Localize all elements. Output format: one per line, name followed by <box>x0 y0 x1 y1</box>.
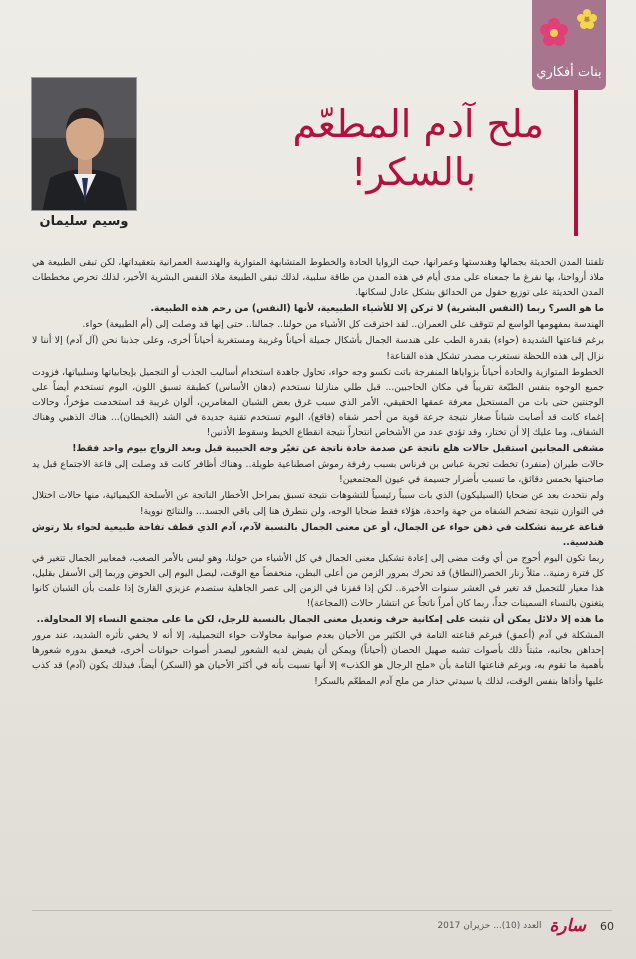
article-title-line2: بالسكر! <box>351 150 476 194</box>
magazine-logo: سارة <box>549 916 586 936</box>
issue-date: العدد (10)... حزيران 2017 <box>437 921 542 931</box>
article-body <box>32 255 604 895</box>
paragraph: حالات طيران (منفرد) تخطت تجربة عباس بن فرناس بسبب رفرفة رموش اصطناعية طويلة.. وهناك أظافر كانت قد وصلت إلى قاعة الاجتماع قبل يد صاحبتها بخمس دقائق، ما تسبب بأضرار جسيمة في عيون المجتمعين! <box>32 459 604 486</box>
paragraph: ما هو السر؟ ربما (النفس البشرية) لا تركن إلا للأشياء الطبيعية، لأنها (النفس) من رحم هذه الطبيعة. <box>150 303 604 315</box>
article-title-line1: ملح آدم المطعّم <box>292 102 544 146</box>
paragraph: مشفى المجانين استقبل حالات هلع ناتجة عن صدمة حادة ناتجة عن تغيّر وجه الحبيبة قبل وبعد الزواج بيوم واحد فقط! <box>72 443 604 455</box>
author-portrait <box>32 78 137 211</box>
paragraph: تلفتنا المدن الحديثة بجمالها وهندستها وعمرانها، حيث الزوايا الحادة والخطوط المتشابهة المتوازية والهندسة العمرانية بتعقيداتها، لكن تبقى الطبيعة هي ملاذ أرواحنا، بها نفرغ ما جمعناه على مدى أيام في هذه المدن من طاقة سلبية، لذلك تبقى الطبيعة ملاذ النفس البشرية الأخير، لذلك تحرص مخططات المدن الحديثة على توزيع حقول من الحدائق بشكل عادل لسكانها. <box>32 257 604 299</box>
footer-divider <box>32 910 612 911</box>
section-tab <box>532 0 606 90</box>
paragraph: ولم نتحدث بعد عن ضحايا (السيليكون) الذي بات سبباً رئيسياً للتشوهات نتيجة تسبق بمراحل الأخطار الناتجة عن الأسلحة الكيميائية، منها حالات اختلال في التوازن نتيجة تضخم الشفاه من جهة واحدة، هؤلاء فقط ضحايا الوجه، ولن نتطرق هنا إلى باقي الجسد... والنتائج نووية! <box>32 490 604 517</box>
paragraph: الخطوط المتوازية والحادة أحياناً بزواياها المنفرجة باتت تكسو وجه حواء، تحاول جاهدة استخدام أساليب الجذب أو التجميل بإيجابياتها وسلبياتها، فزودت جميع الوجوه بنفس الطبّعة تقريباً في مكان الحاجبين... قبل طلي منازلنا نستخدم (دهان الأساس) كطبقة تسبق اللون، اليوم تستخدم أيضاً على الوجنتين حتى بات من المستحيل معرفة عمقها الحقيقي، الأمر الذي سبب غرق بعض الشبان المغامرين، ألوان غريبة قد استخدمت مؤخراً، وحالات إغماء كانت قد أصابت شباناً صغار نتيجة جرعة قوية من أحمر شفاه (فاقع)، اليوم تستخدم تقنية جديدة في الشد (الخيطان)... هناك الذهبي وهناك الشفاف، وما عليك إلا أن تختار، وقد تؤدي عدد من الأشخاص انتحاراً نتيجة انقطاع الخيط وسقوط الأذنين! <box>32 366 604 439</box>
paragraph: المشكلة في آدم (أعمق) فبرغم قناعته التامة في الكثير من الأحيان بعدم صوابية محاولات حواء التجميلية، إلا أنه لا يخفي تأثره الشديد، عند مرور إحداهن بجانبه، مثبتاً ذلك بأصوات تشبه صهيل الحصان (أحياناً) ويمكن أن يفيض لديه الشعور ليصدر أصوات حيوانات أخرى، فيعمق بدوره شعورها بأهمية ما تقوم به، وبرغم قناعتها التامة بأن «ملح الرجال هو الكذب» إلا أنها نسيت بأنه في أكثر الأحيان هو (السكر) أيضاً، فبذلك يكون (آدم) قد كذب عليها وأذاها بنفس الوقت، لذلك يا سيدتي حذار من ملح آدم المطعّم بالسكر! <box>32 630 604 687</box>
page-number: 60 <box>600 919 614 933</box>
accent-line <box>574 90 578 236</box>
paragraph: ربما تكون اليوم أحوج من أي وقت مضى إلى إعادة تشكيل معنى الجمال في كل الأشياء من حولنا، وهو ليس بالأمر الصعب، فمعايير الجمال تتغير في كل فترة زمنية.. مثلاً زنار الخصر(النطاق) قد تحرك بمرور الزمن من أعلى البطن، منخفضاً مع الوقت، ليصل اليوم إلى الحوض وربما إلى الأسفل بقليل، هذا معيار للتجميل قد تغير في العشر سنوات الأخيرة.. لكن إذا قفزنا في الزمن إلى عصر الجاهلية ستصدم عزيزي القارئ إذا علمت بأن الشبان كانوا يتغنون بالنساء السمينات جداً، ربما كان أمراً ناتجاً عن انتشار حالات (المجاعة)! <box>32 552 604 610</box>
author-name: وسيم سليمان <box>39 214 129 229</box>
paragraph: ما هذه إلا دلائل يمكن أن تثبت على إمكانية حرف وتعديل معنى الجمال بالنسبة للرجل، لكن ما على مجتمع النساء إلا المحاولة.. <box>36 614 604 626</box>
author-photo <box>31 77 137 211</box>
paragraph: الهندسة بمفهومها الواسع لم تتوقف على العمران.. لقد اخترقت كل الأشياء من حولنا.. جمالنا.. حتى إنها قد وصلت إلى (أم الطبيعة) حواء. <box>82 319 604 331</box>
flower-icon <box>538 16 570 48</box>
page-footer <box>32 916 614 936</box>
paragraph: برغم قناعتها الشديدة (حواء) بقدرة الطب على هندسة الجمال بأشكال جميلة أحياناً وغريبة ومستغربة أحياناً أخرى، وعلى جذبنا نحن (آل آدم) إلا أننا لا نزال إلى هذه اللحظة نستغرب مصدر تشكل هذه القناعة! <box>32 335 604 362</box>
section-label: بنات أفكاري <box>536 65 602 80</box>
flower-small-icon <box>576 8 598 30</box>
paragraph: قناعة غريبة تشكلت في ذهن حواء عن الجمال، أو عن معنى الجمال بالنسبة لآدم، آدم الذي قطف تفاحة طبيعية لحواء بلا رتوش هندسية.. <box>32 521 604 548</box>
